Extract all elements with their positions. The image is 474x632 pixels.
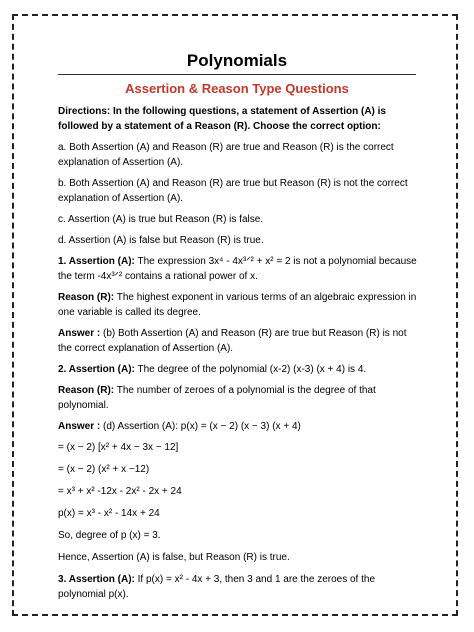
title-divider: [58, 74, 416, 75]
page-title: Polynomials: [186, 51, 288, 70]
q3-assertion-text: If p(x) = x² - 4x + 3, then 3 and 1 are the zeroes of the polynomial p(x).: [58, 574, 376, 600]
q1-reason-label: Reason (R):: [58, 292, 115, 303]
q2-answer-label: Answer :: [58, 421, 101, 432]
q1-assertion-text: The expression 3x⁴ - 4x³ᐟ² + x² = 2 is not a polynomial because the term -4x³ᐟ² contains a rational power of x.: [58, 256, 417, 282]
q2-step: p(x) = x³ - x² - 14x + 24: [58, 508, 160, 519]
q2-reason-text: The number of zeroes of a polynomial is the degree of that polynomial.: [58, 385, 376, 411]
q1-answer-label: Answer :: [58, 328, 101, 339]
q2-assertion-text: The degree of the polynomial (x-2) (x-3) (x + 4) is 4.: [134, 364, 367, 375]
option-a: a. Both Assertion (A) and Reason (R) are true and Reason (R) is the correct explanation of Assertion (A).: [58, 142, 394, 168]
q3-assertion: [58, 572, 420, 602]
q2-step: = (x − 2) [x² + 4x − 3x − 12]: [58, 442, 179, 453]
document-body: [58, 104, 420, 608]
q1-reason: [58, 290, 420, 320]
q1-answer-text: (b) Both Assertion (A) and Reason (R) are true but Reason (R) is not the correct explanation of Assertion (A).: [58, 328, 407, 354]
option-d: d. Assertion (A) is false but Reason (R) is true.: [58, 235, 264, 246]
q2-assertion-label: 2. Assertion (A):: [58, 364, 135, 375]
q2-step: = (x − 2) (x² + x −12): [58, 464, 150, 475]
q2-step: = x³ + x² -12x - 2x² - 2x + 24: [58, 486, 182, 497]
q3-assertion-label: 3. Assertion (A):: [58, 574, 135, 585]
option-c: c. Assertion (A) is true but Reason (R) is false.: [58, 214, 264, 225]
q1-reason-text: The highest exponent in various terms of an algebraic expression in one variable is called its degree.: [58, 292, 417, 318]
option-b: b. Both Assertion (A) and Reason (R) are true but Reason (R) is not the correct explanation of Assertion (A).: [58, 178, 408, 204]
q2-reason-label: Reason (R):: [58, 385, 115, 396]
q2-assertion: [58, 362, 420, 377]
q1-assertion-label: 1. Assertion (A):: [58, 256, 135, 267]
q2-answer: [58, 419, 420, 434]
q2-answer-text: (d) Assertion (A): p(x) = (x − 2) (x − 3) (x + 4): [100, 421, 301, 432]
q1-answer: [58, 326, 420, 356]
q2-step: So, degree of p (x) = 3.: [58, 530, 161, 541]
q2-step: Hence, Assertion (A) is false, but Reason (R) is true.: [58, 552, 290, 563]
section-subtitle: Assertion & Reason Type Questions: [125, 81, 349, 96]
q1-assertion: [58, 254, 420, 284]
q2-reason: [58, 383, 420, 413]
directions: Directions: In the following questions, a statement of Assertion (A) is followed by a statement of a Reason (R). Choose the correct option:: [58, 106, 386, 132]
